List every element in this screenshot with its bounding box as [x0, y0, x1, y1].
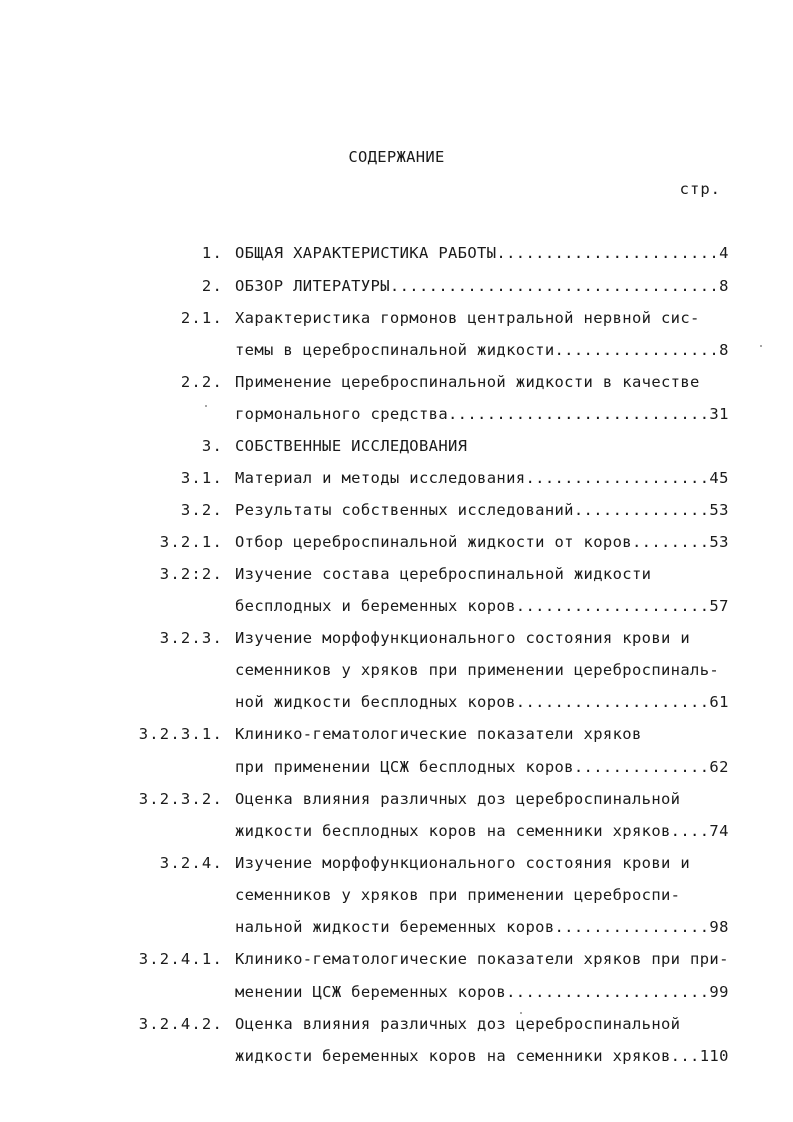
toc-text: Изучение морфофункционального состояния крови и: [235, 629, 691, 647]
toc-line: [0, 654, 793, 686]
toc-text: ОБЩАЯ ХАРАКТЕРИСТИКА РАБОТЫ.......................4: [235, 244, 729, 262]
toc-line: [0, 847, 793, 879]
toc-text: Изучение состава цереброспинальной жидкости: [235, 565, 652, 583]
toc-text: СОБСТВЕННЫЕ ИССЛЕДОВАНИЯ: [235, 437, 468, 455]
toc-line: [0, 430, 793, 462]
toc-line: [0, 815, 793, 847]
toc-text: семенников у хряков при применении цереброспи-: [235, 886, 681, 904]
toc-text: менении ЦСЖ беременных коров.....................99: [235, 983, 729, 1001]
toc-text: Оценка влияния различных доз цереброспинальной: [235, 1015, 681, 1033]
toc-number: 3.: [201, 437, 223, 455]
toc-text: бесплодных и беременных коров....................57: [235, 597, 729, 615]
toc-line: [0, 943, 793, 975]
toc-line: [0, 622, 793, 654]
pages-column-label: стр.: [679, 180, 721, 198]
toc-line: [0, 911, 793, 943]
toc-number: 3.2.3.1.: [138, 725, 223, 743]
toc-number: 3.2.: [180, 501, 223, 519]
toc-number: 3.2.4.: [159, 854, 223, 872]
toc-text: Отбор цереброспинальной жидкости от коров........53: [235, 533, 729, 551]
toc-line: [0, 462, 793, 494]
toc-number: 3.2.1.: [159, 533, 223, 551]
toc-line: [0, 751, 793, 783]
toc-line: [0, 718, 793, 750]
toc-text: ной жидкости бесплодных коров....................61: [235, 693, 729, 711]
toc-line: [0, 1040, 793, 1072]
toc-number: 2.2.: [180, 373, 223, 391]
toc-number: 2.1.: [180, 309, 223, 327]
toc-number: 3.1.: [180, 469, 223, 487]
toc-line: [0, 879, 793, 911]
toc-text: Материал и методы исследования...................45: [235, 469, 729, 487]
toc-line: [0, 590, 793, 622]
toc-line: [0, 398, 793, 430]
toc-text: Результаты собственных исследований..............53: [235, 501, 729, 519]
toc-line: [0, 237, 793, 269]
toc-line: [0, 494, 793, 526]
toc-number: 3.2.4.1.: [138, 950, 223, 968]
toc-text: жидкости бесплодных коров на семенники хряков....74: [235, 822, 729, 840]
toc-text: Применение цереброспинальной жидкости в качестве: [235, 373, 700, 391]
toc-text: Характеристика гормонов центральной нервной сис-: [235, 309, 700, 327]
scan-speck: [520, 1012, 522, 1014]
scan-speck: [760, 345, 762, 347]
toc-text: ОБЗОР ЛИТЕРАТУРЫ..................................8: [235, 277, 729, 295]
toc-text: Клинико-гематологические показатели хряков: [235, 725, 642, 743]
toc-number: 3.2.4.2.: [138, 1015, 223, 1033]
toc-line: [0, 686, 793, 718]
toc-line: [0, 334, 793, 366]
toc-line: [0, 976, 793, 1008]
toc-number: 1.: [201, 244, 223, 262]
toc-number: 3.2.3.2.: [138, 790, 223, 808]
toc-text: Оценка влияния различных доз цереброспинальной: [235, 790, 681, 808]
toc-line: [0, 270, 793, 302]
toc-number: 3.2.3.: [159, 629, 223, 647]
toc-text: семенников у хряков при применении цереброспиналь-: [235, 661, 720, 679]
toc-line: [0, 366, 793, 398]
toc-line: [0, 1008, 793, 1040]
toc-line: [0, 558, 793, 590]
toc-text: Клинико-гематологические показатели хряков при при-: [235, 950, 729, 968]
toc-line: [0, 302, 793, 334]
scan-speck: [205, 405, 207, 407]
toc-text: темы в цереброспинальной жидкости.................8: [235, 341, 729, 359]
toc-text: при применении ЦСЖ бесплодных коров..............62: [235, 758, 729, 776]
toc-text: нальной жидкости беременных коров................98: [235, 918, 729, 936]
toc-text: жидкости беременных коров на семенники хряков...110: [235, 1047, 729, 1065]
toc-line: [0, 526, 793, 558]
toc-number: 2.: [201, 277, 223, 295]
toc-line: [0, 783, 793, 815]
toc-number: 3.2:2.: [159, 565, 223, 583]
toc-text: Изучение морфофункционального состояния крови и: [235, 854, 691, 872]
toc-text: гормонального средства...........................31: [235, 405, 729, 423]
page-title: СОДЕРЖАНИЕ: [348, 148, 445, 166]
